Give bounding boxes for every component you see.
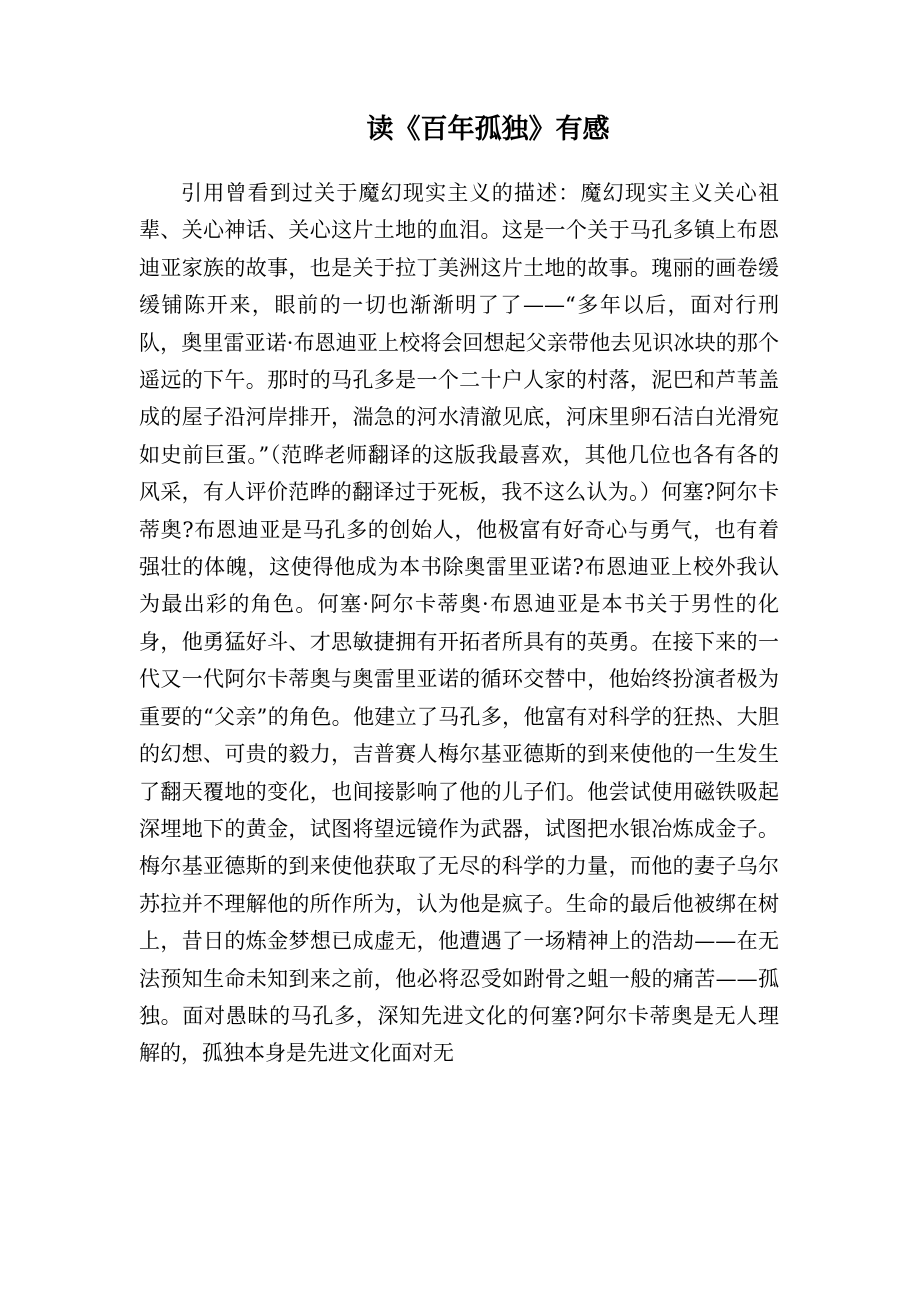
body-paragraph: 引用曾看到过关于魔幻现实主义的描述：魔幻现实主义关心祖辈、关心神话、关心这片土地的血泪。这是一个关于马孔多镇上布恩迪亚家族的故事，也是关于拉丁美洲这片土地的故事。瑰丽的画卷缓缓铺陈开来，眼前的一切也渐渐明了了——“多年以后，面对行刑队，奥里雷亚诺·布恩迪亚上校将会回想起父亲带他去见识冰块的那个遥远的下午。那时的马孔多是一个二十户人家的村落，泥巴和芦苇盖成的屋子沿河岸排开，湍急的河水清澈见底，河床里卵石洁白光滑宛如史前巨蛋。”（范晔老师翻译的这版我最喜欢，其他几位也各有各的风采，有人评价范晔的翻译过于死板，我不这么认为。）何塞?阿尔卡蒂奥?布恩迪亚是马孔多的创始人，他极富有好奇心与勇气，也有着强壮的体魄，这使得他成为本书除奥雷里亚诺?布恩迪亚上校外我认为最出彩的角色。何塞·阿尔卡蒂奥·布恩迪亚是本书关于男性的化身，他勇猛好斗、才思敏捷拥有开拓者所具有的英勇。在接下来的一代又一代阿尔卡蒂奥与奥雷里亚诺的循环交替中，他始终扮演者极为重要的“父亲”的角色。他建立了马孔多，他富有对科学的狂热、大胆的幻想、可贵的毅力，吉普赛人梅尔基亚德斯的到来使他的一生发生了翻天覆地的变化，也间接影响了他的儿子们。他尝试使用磁铁吸起深埋地下的黄金，试图将望远镜作为武器，试图把水银冶炼成金子。梅尔基亚德斯的到来使他获取了无尽的科学的力量，而他的妻子乌尔苏拉并不理解他的所作所为，认为他是疯子。生命的最后他被绑在树上，昔日的炼金梦想已成虚无，他遭遇了一场精神上的浩劫——在无法预知生命未知到来之前，他必将忍受如跗骨之蛆一般的痛苦——孤独。面对愚昧的马孔多，深知先进文化的何塞?阿尔卡蒂奥是无人理解的，孤独本身是先进文化面对无: [139, 181, 779, 1066]
page-title: 读《百年孤独》有感: [366, 114, 610, 145]
